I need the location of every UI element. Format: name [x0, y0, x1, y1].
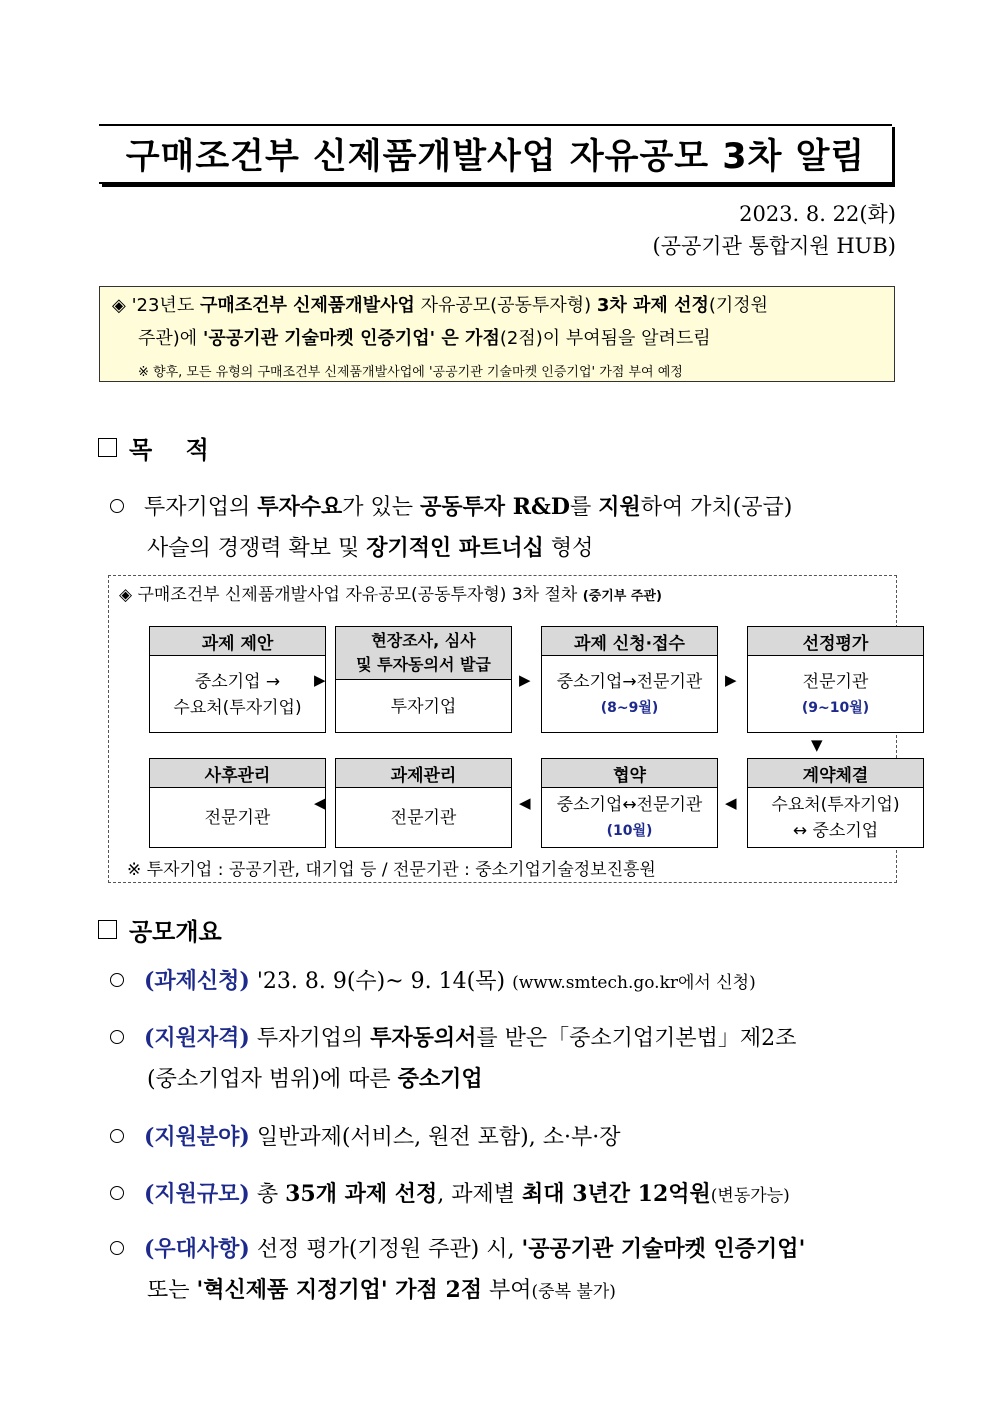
arrow-right-icon: ▶: [314, 671, 326, 689]
arrow-left-icon: ◀: [519, 794, 531, 812]
item-label: (지원규모): [144, 1181, 250, 1207]
step-header: 과제 제안: [150, 627, 325, 656]
step-body: [748, 656, 923, 733]
text: 총: [249, 1182, 286, 1207]
step-body: [150, 656, 325, 733]
small-text: (변동가능): [710, 1186, 790, 1206]
procedure-title-note: (중기부 주관): [582, 589, 662, 604]
step-header: 선정평가: [748, 627, 923, 656]
step-body-text: 투자기업: [390, 696, 457, 717]
procedure-box: [108, 575, 900, 883]
notice-line-2: [138, 324, 711, 350]
step-body: [542, 656, 717, 733]
heading-text: 공모개요: [129, 918, 222, 946]
overview-item-preference: [110, 1232, 805, 1263]
step-body: [336, 788, 511, 848]
bold-text: 35개 과제 선정: [285, 1181, 438, 1207]
overview-item-eligibility-line2: [147, 1062, 483, 1093]
text: 일반과제(서비스, 원전 포함), 소·부·장: [249, 1125, 621, 1150]
procedure-footnote: ※ 투자기업 : 공공기관, 대기업 등 / 전문기관 : 중소기업기술정보진흥원: [127, 860, 656, 880]
notice-line-1: [112, 291, 768, 317]
text: 사슬의 경쟁력 확보 및: [147, 536, 367, 561]
purpose-line-2: [147, 531, 593, 562]
step-body-text: 중소기업 →: [194, 671, 281, 692]
arrow-left-icon: ◀: [314, 794, 326, 812]
bold-text: 중소기업: [397, 1066, 483, 1092]
circle-bullet-icon: [110, 1186, 124, 1200]
circle-bullet-icon: [110, 973, 124, 987]
step-body: [336, 680, 511, 733]
text: 형성: [543, 536, 594, 561]
step-header: [336, 627, 511, 680]
item-label: (과제신청): [144, 968, 250, 994]
issuer: (공공기관 통합지원 HUB): [652, 234, 896, 258]
bold-text: 장기적인 파트너십: [366, 535, 544, 561]
text: , 과제별: [437, 1182, 523, 1207]
square-bullet-icon: [98, 438, 117, 457]
circle-bullet-icon: [110, 1241, 124, 1255]
step-header: 계약체결: [748, 759, 923, 788]
step-application: [541, 626, 718, 733]
notice-line-3: ※ 향후, 모든 유형의 구매조건부 신제품개발사업에 '공공기관 기술마켓 인증기업' 가점 부여 예정: [138, 365, 683, 380]
page-title: [99, 124, 892, 184]
step-site-review: [335, 626, 512, 733]
arrow-right-icon: ▶: [519, 671, 531, 689]
section-overview-heading: [98, 912, 222, 947]
step-body-text: 전문기관: [802, 671, 869, 692]
item-label: (지원분야): [144, 1124, 250, 1150]
procedure-title-text: ◈ 구매조건부 신제품개발사업 자유공모(공동투자형) 3차 절차: [119, 585, 578, 605]
overview-item-field: [110, 1120, 620, 1151]
overview-item-scale: [110, 1177, 790, 1208]
text: 투자기업의: [249, 1026, 371, 1051]
notice-bold: 구매조건부 신제품개발사업: [199, 295, 415, 316]
circle-bullet-icon: [110, 1129, 124, 1143]
text: 를 받은「중소기업기본법」제2조: [476, 1026, 797, 1051]
text: 를: [569, 495, 599, 520]
step-header-text: 및 투자동의서 발급: [356, 655, 491, 674]
notice-text: (기정원: [708, 295, 769, 316]
diamond-bullet-icon: ◈: [112, 295, 126, 316]
text: '23. 8. 9(수)~ 9. 14(목): [249, 969, 513, 994]
small-text: (www.smtech.go.kr에서 신청): [512, 973, 756, 993]
text: 투자기업의: [144, 495, 258, 520]
step-period: (10월): [606, 823, 653, 839]
bold-text: 지원: [598, 494, 641, 520]
text: (중소기업자 범위)에 따른: [147, 1067, 398, 1092]
text: 하여 가치(공급): [640, 495, 793, 520]
step-header: 협약: [542, 759, 717, 788]
step-period: (8~9월): [600, 699, 659, 716]
arrow-left-icon: ◀: [725, 794, 737, 812]
step-task-management: [335, 758, 512, 848]
text: 또는: [147, 1278, 197, 1303]
overview-item-application: [110, 964, 756, 995]
overview-item-eligibility: [110, 1021, 796, 1052]
step-after-management: [149, 758, 326, 848]
step-header: 사후관리: [150, 759, 325, 788]
circle-bullet-icon: [110, 1030, 124, 1044]
step-header: 과제관리: [336, 759, 511, 788]
notice-text: 주관)에: [138, 328, 203, 349]
bold-text: 투자수요: [257, 494, 343, 520]
step-header: 과제 신청·접수: [542, 627, 717, 656]
step-body-text: 중소기업→전문기관: [556, 671, 703, 692]
step-proposal: [149, 626, 326, 733]
step-body-text: 수요처(투자기업): [771, 795, 900, 815]
step-body-text: ↔ 중소기업: [792, 821, 879, 841]
step-header-text: 현장조사, 심사: [371, 631, 476, 650]
step-body: [542, 788, 717, 848]
small-text: (중복 불가): [531, 1282, 616, 1302]
step-body-text: 전문기관: [204, 808, 271, 828]
procedure-title: [119, 580, 662, 605]
step-period: (9~10월): [801, 699, 870, 716]
notice-bold: '공공기관 기술마켓 인증기업' 은 가점: [202, 328, 500, 349]
section-purpose-heading: [98, 430, 209, 465]
step-evaluation: [747, 626, 924, 733]
step-body-text: 전문기관: [390, 808, 457, 828]
overview-item-preference-line2: [147, 1273, 616, 1304]
notice-bold: 3차 과제 선정: [596, 295, 709, 316]
text: 가 있는: [342, 495, 421, 520]
step-body: [150, 788, 325, 848]
heading-text: 목 적: [129, 436, 209, 464]
notice-text: '23년도: [131, 295, 200, 316]
step-body-text: 중소기업↔전문기관: [556, 795, 703, 815]
arrow-down-icon: ▼: [811, 736, 823, 754]
title-text: 구매조건부 신제품개발사업 자유공모 3차 알림: [125, 137, 866, 177]
notice-box: [99, 286, 895, 382]
item-label: (우대사항): [144, 1236, 250, 1262]
bold-text: 투자동의서: [370, 1025, 477, 1051]
text: 부여: [482, 1278, 532, 1303]
circle-bullet-icon: [110, 499, 124, 513]
bold-text: '공공기관 기술마켓 인증기업': [521, 1236, 806, 1262]
step-body-text: 수요처(투자기업): [173, 697, 302, 718]
bold-text: '혁신제품 지정기업' 가점 2점: [196, 1277, 483, 1303]
step-contract: [747, 758, 924, 848]
step-agreement: [541, 758, 718, 848]
text: 선정 평가(기정원 주관) 시,: [249, 1237, 522, 1262]
purpose-line-1: [110, 490, 792, 521]
bold-text: 최대 3년간 12억원: [522, 1181, 711, 1207]
item-label: (지원자격): [144, 1025, 250, 1051]
square-bullet-icon: [98, 920, 117, 939]
notice-text: (2점)이 부여됨을 알려드림: [499, 328, 711, 349]
notice-text: 자유공모(공동투자형): [414, 295, 597, 316]
date: 2023. 8. 22(화): [739, 202, 896, 226]
bold-text: 공동투자 R&D: [420, 494, 570, 520]
step-body: [748, 788, 923, 848]
arrow-right-icon: ▶: [725, 671, 737, 689]
